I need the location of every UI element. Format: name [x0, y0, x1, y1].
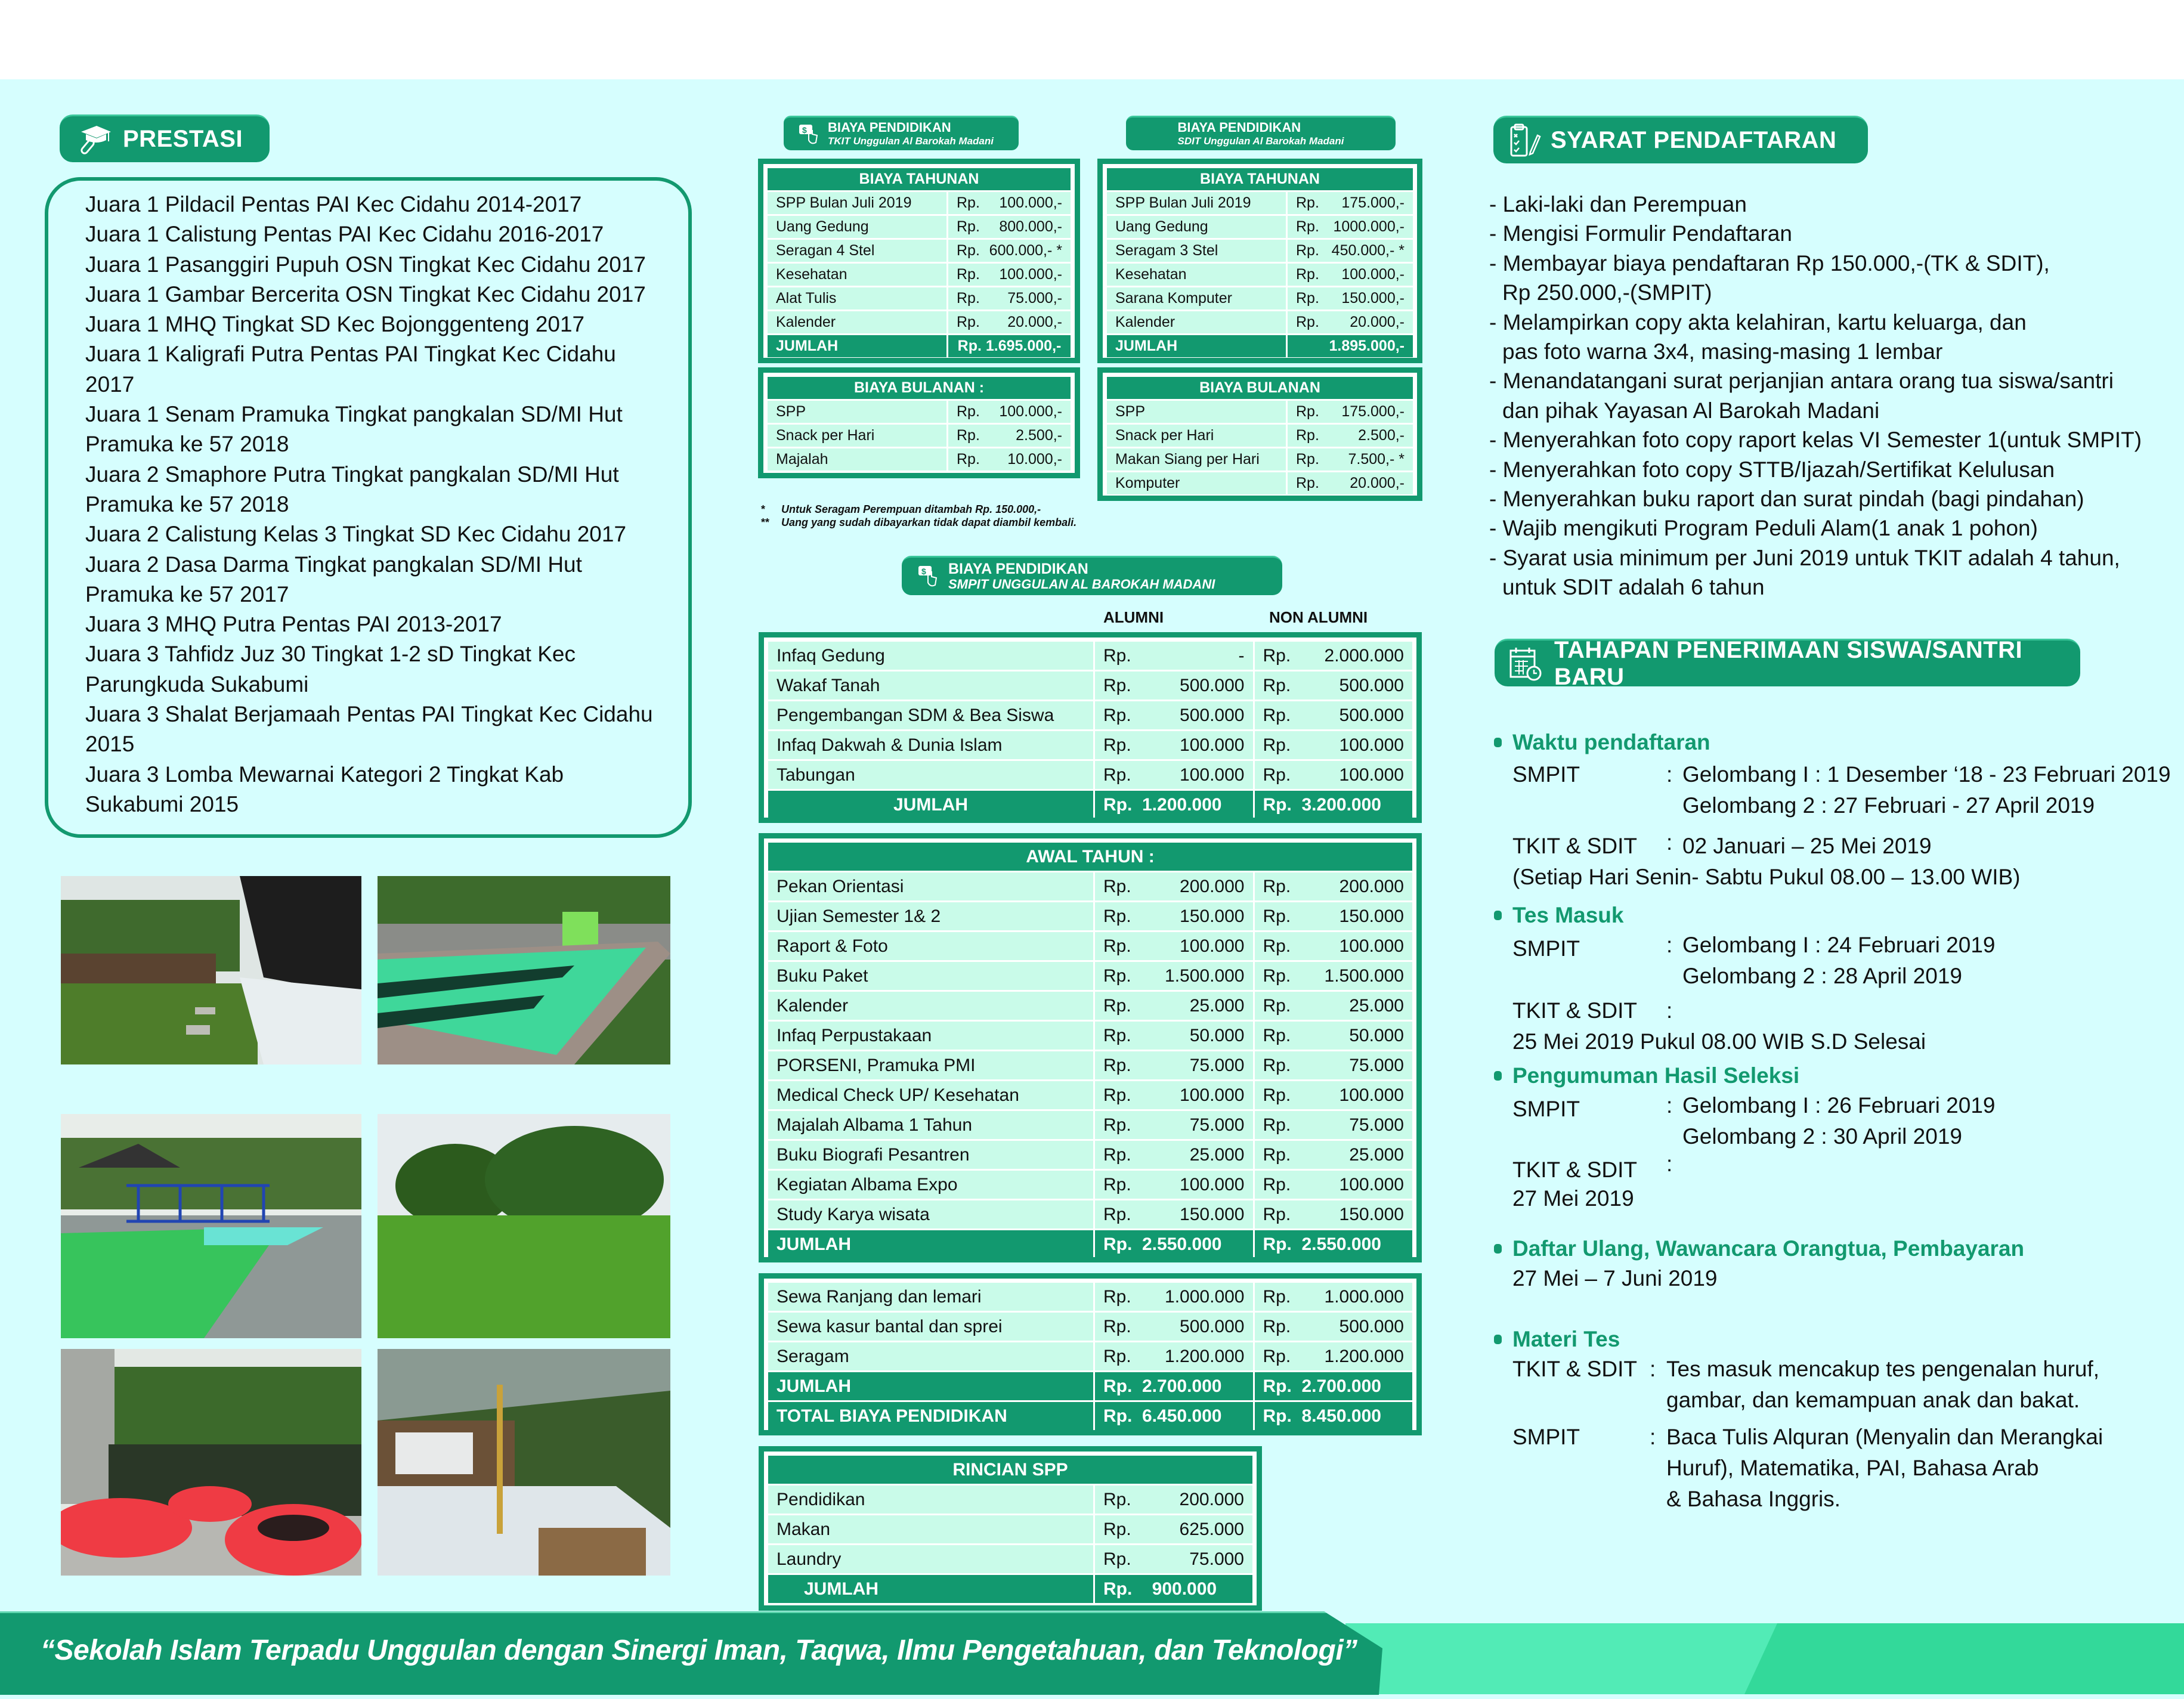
syarat-title: SYARAT PENDAFTARAN: [1551, 127, 1837, 153]
syarat-item: - Menyerahkan buku raport dan surat pindah (bagi pindahan): [1489, 487, 2084, 512]
syarat-item: - Mengisi Formulir Pendaftaran: [1489, 221, 1792, 246]
photo-grass-field: [378, 1114, 670, 1338]
syarat-header: [1493, 116, 1868, 163]
table-row: Study Karya wisata Rp. 150.000 Rp. 150.000: [768, 1200, 1412, 1228]
table-title: BIAYA BULANAN :: [768, 377, 1071, 399]
footnote-marker: *: [1399, 451, 1405, 468]
prestasi-item: Juara 2 Calistung Kelas 3 Tingkat SD Kec Cidahu 2017: [85, 522, 627, 547]
smpit-fee-header: [902, 556, 1282, 595]
schedule-waktu-pendaftaran: Waktu pendaftaran SMPIT : Gelombang I : 1 Desember ‘18 - 23 Februari 2019 Gelombang 2 : 27 Februari - 27 April 2019 TKIT & SDIT : 02 Januari – 25 Mei 2019 (Setiap Hari Senin- Sabtu Pukul 08.00 – 13.00 WIB): [1494, 726, 2180, 893]
prestasi-item: Juara 3 MHQ Putra Pentas PAI 2013-2017: [85, 612, 502, 637]
table-row: Makan Siang per Hari Rp. 7.500,- *: [1107, 448, 1413, 471]
table-title: BIAYA TAHUNAN: [1107, 168, 1413, 190]
prestasi-title: PRESTASI: [123, 126, 243, 152]
table-title: RINCIAN SPP: [768, 1456, 1252, 1484]
syarat-item: - Menyerahkan foto copy raport kelas VI Semester 1(untuk SMPIT): [1489, 428, 2142, 453]
table-row: Seragam 3 Stel Rp. 450.000,- *: [1107, 240, 1413, 262]
footnote: * Untuk Seragam Perempuan ditambah Rp. 150.000,-: [761, 503, 1041, 515]
tahapan-header: [1495, 636, 2080, 690]
table-total-row: JUMLAH Rp. 2.700.000 Rp. 2.700.000: [768, 1372, 1412, 1400]
sdit-fee-subtitle: SDIT Unggulan Al Barokah Madani: [1177, 135, 1344, 147]
tkit-fee-subtitle: TKIT Unggulan Al Barokah Madani: [828, 135, 994, 147]
calendar-clock-icon: [1509, 646, 1542, 682]
table-row: Infaq Perpustakaan Rp. 50.000 Rp. 50.000: [768, 1022, 1412, 1050]
table-row: Pendidikan Rp. 200.000: [768, 1486, 1252, 1514]
footer-accent-mid: [1744, 1623, 2184, 1694]
table-total-row: JUMLAH Rp. 2.550.000 Rp. 2.550.000: [768, 1230, 1412, 1258]
table-row: SPP Rp. 175.000,-: [1107, 401, 1413, 423]
table-row: PORSENI, Pramuka PMI Rp. 75.000 Rp. 75.000: [768, 1051, 1412, 1079]
fee-footnotes: [761, 503, 1076, 529]
photo-kids-pool: [61, 1114, 361, 1338]
smpit-fee-title: BIAYA PENDIDIKAN: [948, 560, 1088, 577]
column-header-non-alumni: NON ALUMNI: [1269, 608, 1368, 626]
table-row: Infaq Gedung Rp. - Rp. 2.000.000: [768, 642, 1412, 670]
schedule-tes-masuk: Tes Masuk SMPIT : Gelombang I : 24 Februari 2019 Gelombang 2 : 28 April 2019 TKIT & SDIT : 25 Mei 2019 Pukul 08.00 WIB S.D Selesai: [1494, 901, 2180, 1057]
prestasi-header: [60, 114, 270, 162]
prestasi-list: [85, 190, 682, 819]
table-row: Majalah Rp. 10.000,-: [768, 448, 1071, 471]
table-row: Raport & Foto Rp. 100.000 Rp. 100.000: [768, 932, 1412, 960]
table-row: Makan Rp. 625.000: [768, 1515, 1252, 1543]
prestasi-item: Juara 1 MHQ Tingkat SD Kec Bojonggenteng 2017: [85, 312, 585, 337]
table-row: Kalender Rp. 20.000,-: [1107, 311, 1413, 333]
table-row: Majalah Albama 1 Tahun Rp. 75.000 Rp. 75.000: [768, 1111, 1412, 1139]
table-row: SPP Bulan Juli 2019 Rp. 100.000,-: [768, 192, 1071, 214]
sdit-fee-title: BIAYA PENDIDIKAN: [1177, 119, 1301, 135]
prestasi-item: Juara 3 Lomba Mewarnai Kategori 2 Tingkat Kab Sukabumi 2015: [85, 762, 564, 816]
schedule-heading: Daftar Ulang, Wawancara Orangtua, Pembayaran: [1494, 1234, 2180, 1263]
prestasi-item: Juara 3 Shalat Berjamaah Pentas PAI Tingkat Kec Cidahu 2015: [85, 702, 653, 757]
table-row: Sewa Ranjang dan lemari Rp. 1.000.000 Rp. 1.000.000: [768, 1283, 1412, 1311]
clipboard-checklist-icon: [1509, 123, 1541, 158]
photo-pavilion: [378, 1349, 670, 1576]
table-row: Sarana Komputer Rp. 150.000,-: [1107, 287, 1413, 310]
prestasi-item: Juara 1 Senam Pramuka Tingkat pangkalan SD/MI Hut Pramuka ke 57 2018: [85, 402, 623, 457]
prestasi-item: Juara 1 Pasanggiri Pupuh OSN Tingkat Kec Cidahu 2017: [85, 252, 646, 277]
table-row: Buku Paket Rp. 1.500.000 Rp. 1.500.000: [768, 962, 1412, 990]
sdit-biaya-bulanan-table: [1097, 367, 1422, 501]
table-row: Komputer Rp. 20.000,-: [1107, 472, 1413, 494]
syarat-item: - Menandatangani surat perjanjian antara orang tua siswa/santri dan pihak Yayasan Al Barokah Madani: [1489, 369, 2114, 423]
smpit-awal-tahun-table: [759, 833, 1422, 1262]
table-row: Snack per Hari Rp. 2.500,-: [768, 425, 1071, 447]
table-row: Tabungan Rp. 100.000 Rp. 100.000: [768, 761, 1412, 789]
prestasi-item: Juara 2 Dasa Darma Tingkat pangkalan SD/MI Hut Pramuka ke 57 2017: [85, 552, 582, 606]
footnote-marker: *: [1056, 242, 1062, 259]
table-title: BIAYA BULANAN: [1107, 377, 1413, 399]
table-row: Medical Check UP/ Kesehatan Rp. 100.000 Rp. 100.000: [768, 1081, 1412, 1109]
table-row: Ujian Semester 1& 2 Rp. 150.000 Rp. 150.000: [768, 902, 1412, 930]
schedule-materi-tes: Materi Tes TKIT & SDIT : Tes masuk mencakup tes pengenalan huruf, gambar, dan kemampuan anak dan bakat. SMPIT : Baca Tulis Alquran (Menyalin dan Merangkai Huruf), Matematika, PAI, Bahasa Arab & Bahasa Inggris.: [1494, 1325, 2180, 1515]
table-total-row: JUMLAH Rp. 1.200.000 Rp. 3.200.000: [768, 791, 1412, 819]
syarat-item: - Laki-laki dan Perempuan: [1489, 192, 1747, 216]
table-total-row: JUMLAH 1.895.000,-: [1107, 335, 1413, 357]
table-row: Kalender Rp. 20.000,-: [768, 311, 1071, 333]
table-row: Snack per Hari Rp. 2.500,-: [1107, 425, 1413, 447]
sdit-biaya-tahunan-table: [1097, 159, 1422, 363]
table-row: Seragam Rp. 1.200.000 Rp. 1.200.000: [768, 1342, 1412, 1370]
schedule-heading: Materi Tes: [1494, 1325, 2180, 1354]
tkit-biaya-bulanan-table: [758, 367, 1080, 478]
smpit-fee-subtitle: SMPIT UNGGULAN AL BAROKAH MADANI: [948, 576, 1215, 592]
table-row: Kalender Rp. 25.000 Rp. 25.000: [768, 992, 1412, 1020]
footnote-marker: *: [1399, 242, 1405, 259]
rincian-spp-table: [759, 1446, 1262, 1611]
footer-tagline: “Sekolah Islam Terpadu Unggulan dengan Sinergi Iman, Taqwa, Ilmu Pengetahuan, dan Teknologi”: [41, 1635, 1357, 1666]
table-row: Wakaf Tanah Rp. 500.000 Rp. 500.000: [768, 671, 1412, 700]
smpit-gedung-table: [759, 632, 1422, 823]
syarat-item: - Melampirkan copy akta kelahiran, kartu keluarga, dan pas foto warna 3x4, masing-masing 1 lembar: [1489, 310, 2027, 364]
table-total-row: JUMLAH Rp. 1.695.000,-: [768, 335, 1071, 357]
svg-text:$: $: [802, 125, 807, 135]
table-row: Uang Gedung Rp. 800.000,-: [768, 216, 1071, 238]
syarat-item: - Wajib mengikuti Program Peduli Alam(1 anak 1 pohon): [1489, 516, 2038, 541]
syarat-item: - Menyerahkan foto copy STTB/Ijazah/Sertifikat Kelulusan: [1489, 457, 2055, 482]
prestasi-item: Juara 2 Smaphore Putra Tingkat pangkalan SD/MI Hut Pramuka ke 57 2018: [85, 462, 619, 516]
table-row: Kesehatan Rp. 100.000,-: [1107, 264, 1413, 286]
table-grand-total-row: TOTAL BIAYA PENDIDIKAN Rp. 6.450.000 Rp. 8.450.000: [768, 1402, 1412, 1430]
prestasi-item: Juara 1 Pildacil Pentas PAI Kec Cidahu 2014-2017: [85, 192, 582, 216]
tkit-fee-title: BIAYA PENDIDIKAN: [828, 119, 951, 135]
photo-pond-boats: [61, 1349, 361, 1576]
table-row: Seragan 4 Stel Rp. 600.000,- *: [768, 240, 1071, 262]
sdit-fee-header: [1126, 116, 1396, 150]
svg-text:$: $: [921, 566, 926, 576]
prestasi-item: Juara 1 Calistung Pentas PAI Kec Cidahu 2016-2017: [85, 222, 604, 247]
photo-swimming-pool: [378, 876, 670, 1064]
smpit-asrama-table: [759, 1273, 1422, 1435]
schedule-heading: Tes Masuk: [1494, 901, 2180, 930]
table-row: SPP Bulan Juli 2019 Rp. 175.000,-: [1107, 192, 1413, 214]
table-row: Pengembangan SDM & Bea Siswa Rp. 500.000 Rp. 500.000: [768, 701, 1412, 729]
table-row: Pekan Orientasi Rp. 200.000 Rp. 200.000: [768, 872, 1412, 900]
table-row: Buku Biografi Pesantren Rp. 25.000 Rp. 25.000: [768, 1141, 1412, 1169]
table-row: Infaq Dakwah & Dunia Islam Rp. 100.000 Rp. 100.000: [768, 731, 1412, 759]
table-row: Alat Tulis Rp. 75.000,-: [768, 287, 1071, 310]
schedule-heading: Waktu pendaftaran: [1494, 726, 2180, 759]
syarat-item: - Membayar biaya pendaftaran Rp 150.000,-(TK & SDIT), Rp 250.000,-(SMPIT): [1489, 250, 2050, 305]
prestasi-item: Juara 3 Tahfidz Juz 30 Tingkat 1-2 sD Tingkat Kec Parungkuda Sukabumi: [85, 642, 576, 697]
syarat-item: - Syarat usia minimum per Juni 2019 untuk TKIT adalah 4 tahun, untuk SDIT adalah 6 tahun: [1489, 545, 2120, 600]
table-row: Kesehatan Rp. 100.000,-: [768, 264, 1071, 286]
table-row: Laundry Rp. 75.000: [768, 1545, 1252, 1573]
table-row: Kegiatan Albama Expo Rp. 100.000 Rp. 100.000: [768, 1171, 1412, 1199]
table-row: Sewa kasur bantal dan sprei Rp. 500.000 Rp. 500.000: [768, 1313, 1412, 1341]
table-row: SPP Rp. 100.000,-: [768, 401, 1071, 423]
syarat-list: [1489, 190, 2175, 602]
money-hand-icon: [798, 122, 819, 146]
table-title: AWAL TAHUN :: [768, 843, 1412, 871]
prestasi-item: Juara 1 Gambar Bercerita OSN Tingkat Kec Cidahu 2017: [85, 281, 646, 307]
tahapan-title: TAHAPAN PENERIMAAN SISWA/SANTRI BARU: [1554, 636, 2023, 690]
table-total-row: JUMLAH Rp. 900.000: [768, 1575, 1252, 1603]
schedule-heading: Pengumuman Hasil Seleksi: [1494, 1062, 2180, 1090]
graduation-cap-icon: [76, 123, 112, 156]
schedule-pengumuman: Pengumuman Hasil Seleksi SMPIT : Gelombang I : 26 Februari 2019 Gelombang 2 : 30 April 2019 TKIT & SDIT : 27 Mei 2019: [1494, 1062, 2180, 1211]
photo-garden-walkway: [61, 876, 361, 1064]
footnote: ** Uang yang sudah dibayarkan tidak dapat diambil kembali.: [761, 516, 1077, 528]
tkit-biaya-tahunan-table: [758, 159, 1080, 363]
column-header-alumni: ALUMNI: [1103, 608, 1164, 626]
table-row: Uang Gedung Rp. 1000.000,-: [1107, 216, 1413, 238]
table-title: BIAYA TAHUNAN: [768, 168, 1071, 190]
schedule-daftar-ulang: Daftar Ulang, Wawancara Orangtua, Pembayaran 27 Mei – 7 Juni 2019: [1494, 1234, 2180, 1294]
prestasi-item: Juara 1 Kaligrafi Putra Pentas PAI Tingkat Kec Cidahu 2017: [85, 342, 616, 397]
money-hand-icon: [917, 564, 939, 590]
tkit-fee-header: [784, 116, 1019, 150]
